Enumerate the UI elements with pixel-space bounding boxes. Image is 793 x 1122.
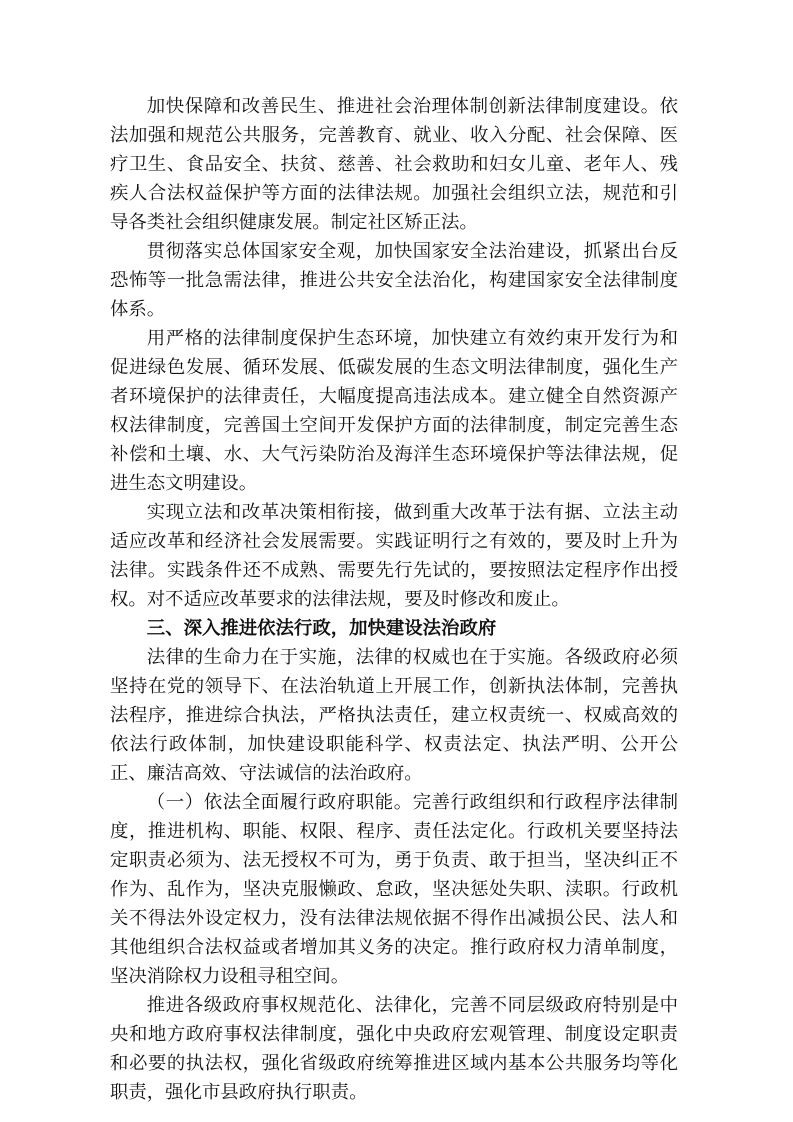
paragraph-law-implementation: 法律的生命力在于实施，法律的权威也在于实施。各级政府必须坚持在党的领导下、在法治轨道上开展工作，创新执法体制，完善执法程序，推进综合执法，严格执法责任，建立权责统一、权威高效的依法行政体制，加快建设职能科学、权责法定、执法严明、公开公正、廉洁高效、守法诚信的法治政府。 (110, 647, 678, 784)
paragraph-legislation-reform: 实现立法和改革决策相衔接，做到重大改革于法有据、立法主动适应改革和经济社会发展需要。实践证明行之有效的，要及时上升为法律。实践条件还不成熟、需要先行先试的，要按照法定程序作出授权。对不适应改革要求的法律法规，要及时修改和废止。 (110, 502, 678, 610)
paragraph-government-functions: （一）依法全面履行政府职能。完善行政组织和行政程序法律制度，推进机构、职能、权限、程序、责任法定化。行政机关要坚持法定职责必须为、法无授权不可为，勇于负责、敢于担当，坚决纠正不作为、乱作为，坚决克服懒政、怠政，坚决惩处失职、渎职。行政机关不得法外设定权力，没有法律法规依据不得作出减损公民、法人和其他组织合法权益或者增加其义务的决定。推行政府权力清单制度，坚决消除权力设租寻租空间。 (110, 792, 678, 987)
paragraph-livelihood-legislation: 加快保障和改善民生、推进社会治理体制创新法律制度建设。依法加强和规范公共服务，完善教育、就业、收入分配、社会保障、医疗卫生、食品安全、扶贫、慈善、社会救助和妇女儿童、老年人、残疾人合法权益保护等方面的法律法规。加强社会组织立法，规范和引导各类社会组织健康发展。制定社区矫正法。 (110, 96, 678, 233)
section-heading-three: 三、深入推进依法行政，加快建设法治政府 (146, 618, 497, 639)
paragraph-government-powers: 推进各级政府事权规范化、法律化，完善不同层级政府特别是中央和地方政府事权法律制度，强化中央政府宏观管理、制度设定职责和必要的执法权，强化省级政府统筹推进区域内基本公共服务均等化职责，强化市县政府执行职责。 (110, 995, 678, 1103)
document-page (110, 92, 678, 1107)
paragraph-ecological-protection: 用严格的法律制度保护生态环境，加快建立有效约束开发行为和促进绿色发展、循环发展、低碳发展的生态文明法律制度，强化生产者环境保护的法律责任，大幅度提高违法成本。建立健全自然资源产权法律制度，完善国土空间开发保护方面的法律制度，制定完善生态补偿和土壤、水、大气污染防治及海洋生态环境保护等法律法规，促进生态文明建设。 (110, 328, 678, 494)
paragraph-national-security: 贯彻落实总体国家安全观，加快国家安全法治建设，抓紧出台反恐怖等一批急需法律，推进公共安全法治化，构建国家安全法律制度体系。 (110, 241, 678, 320)
